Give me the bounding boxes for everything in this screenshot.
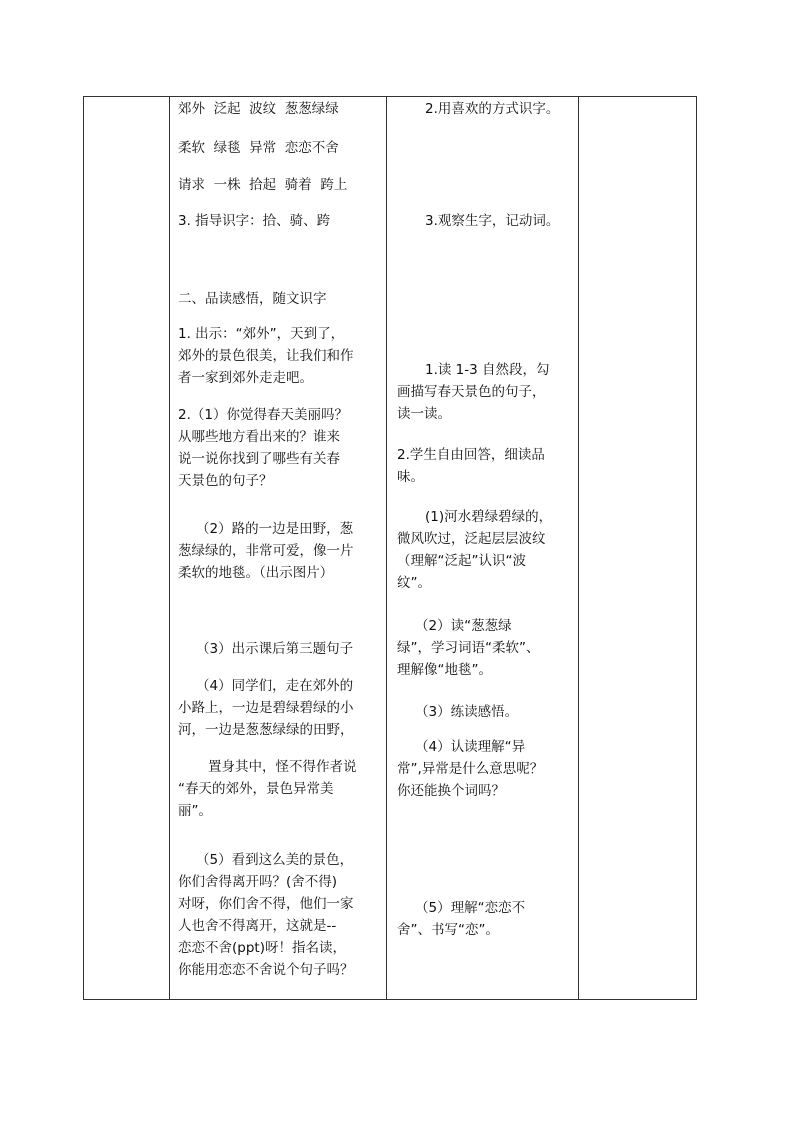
section-heading: 二、品读感悟，随文识字 [178,291,327,307]
student-activity-column [387,97,578,999]
paragraph-line: 葱绿绿的，非常可爱，像一片 [178,543,354,559]
paragraph-line: 2.（1）你觉得春天美丽吗？ [178,407,348,423]
paragraph-line: 对呀，你们舍不得，他们一家 [178,896,354,912]
left-column-cell [84,97,169,999]
student-step: 3.观察生字，记动词。 [425,213,560,229]
paragraph-line: 味。 [397,469,424,485]
paragraph-line: （5）理解“恋恋不 [415,900,526,916]
lesson-table [83,96,697,1000]
paragraph-line: （理解“泛起”认识“波 [397,553,526,569]
paragraph-line: 恋恋不舍(ppt)呀！指名读， [178,940,346,956]
paragraph-line: 1. 出示：“郊外”，天到了， [178,326,345,342]
paragraph-line: 理解像“地毯”。 [397,662,492,678]
paragraph-line: 纹”。 [397,575,431,591]
paragraph-line: （4）同学们，走在郊外的 [196,678,354,694]
paragraph-line: 小路上，一边是碧绿碧绿的小 [178,700,354,716]
paragraph-line: 2.学生自由回答，细读品 [397,447,545,463]
vocab-line: 请求 一株 拾起 骑着 跨上 [178,177,348,193]
paragraph-line: 绿”，学习词语“柔软”、 [397,640,540,656]
paragraph-line: 你能用恋恋不舍说个句子吗？ [178,962,354,978]
paragraph-line: （2）路的一边是田野，葱 [196,521,354,537]
step-text: 3. 指导识字：拾、骑、跨 [178,213,331,229]
paragraph-line: 画描写春天景色的句子， [397,384,546,400]
paragraph-line: 天景色的句子？ [178,473,273,489]
paragraph-line: 郊外的景色很美，让我们和作 [178,348,354,364]
right-column-cell [579,97,696,999]
paragraph-line: 舍”、书写“恋”。 [397,922,499,938]
paragraph-line: 常”,异常是什么意思呢？ [397,761,544,777]
paragraph-line: 人也舍不得离开，这就是-- [178,918,337,934]
paragraph-line: 你们舍得离开吗？(舍不得) [178,874,338,890]
student-step: 2.用喜欢的方式识字。 [425,101,560,117]
teacher-activity-column [170,97,386,999]
paragraph-line: 从哪些地方看出来的？谁来 [178,429,340,445]
vocab-line: 郊外 泛起 波纹 葱葱绿绿 [178,101,339,117]
paragraph-line: （4）认读理解“异 [415,739,526,755]
paragraph-line: （2）读“葱葱绿 [415,618,512,634]
paragraph-line: 1.读 1-3 自然段，勾 [425,362,550,378]
paragraph-line: （3）练读感悟。 [415,704,519,720]
paragraph-line: 读一读。 [397,406,451,422]
paragraph-line: 微风吹过，泛起层层波纹 [397,531,546,547]
paragraph-line: （5）看到这么美的景色， [196,852,354,868]
paragraph-line: 你还能换个词吗？ [397,783,505,799]
paragraph-line: 丽”。 [178,803,212,819]
paragraph-line: “春天的郊外，景色异常美 [178,781,334,797]
paragraph-line: 河，一边是葱葱绿绿的田野， [178,722,354,738]
paragraph-line: 者一家到郊外走走吧。 [178,370,313,386]
paragraph-line: 柔软的地毯。（出示图片） [178,565,334,581]
vocab-line: 柔软 绿毯 异常 恋恋不舍 [178,140,339,156]
paragraph-line: 说一说你找到了哪些有关春 [178,451,340,467]
paragraph-line: 置身其中，怪不得作者说 [208,759,357,775]
paragraph-line: （3）出示课后第三题句子 [196,641,354,657]
paragraph-line: (1)河水碧绿碧绿的， [425,509,553,525]
